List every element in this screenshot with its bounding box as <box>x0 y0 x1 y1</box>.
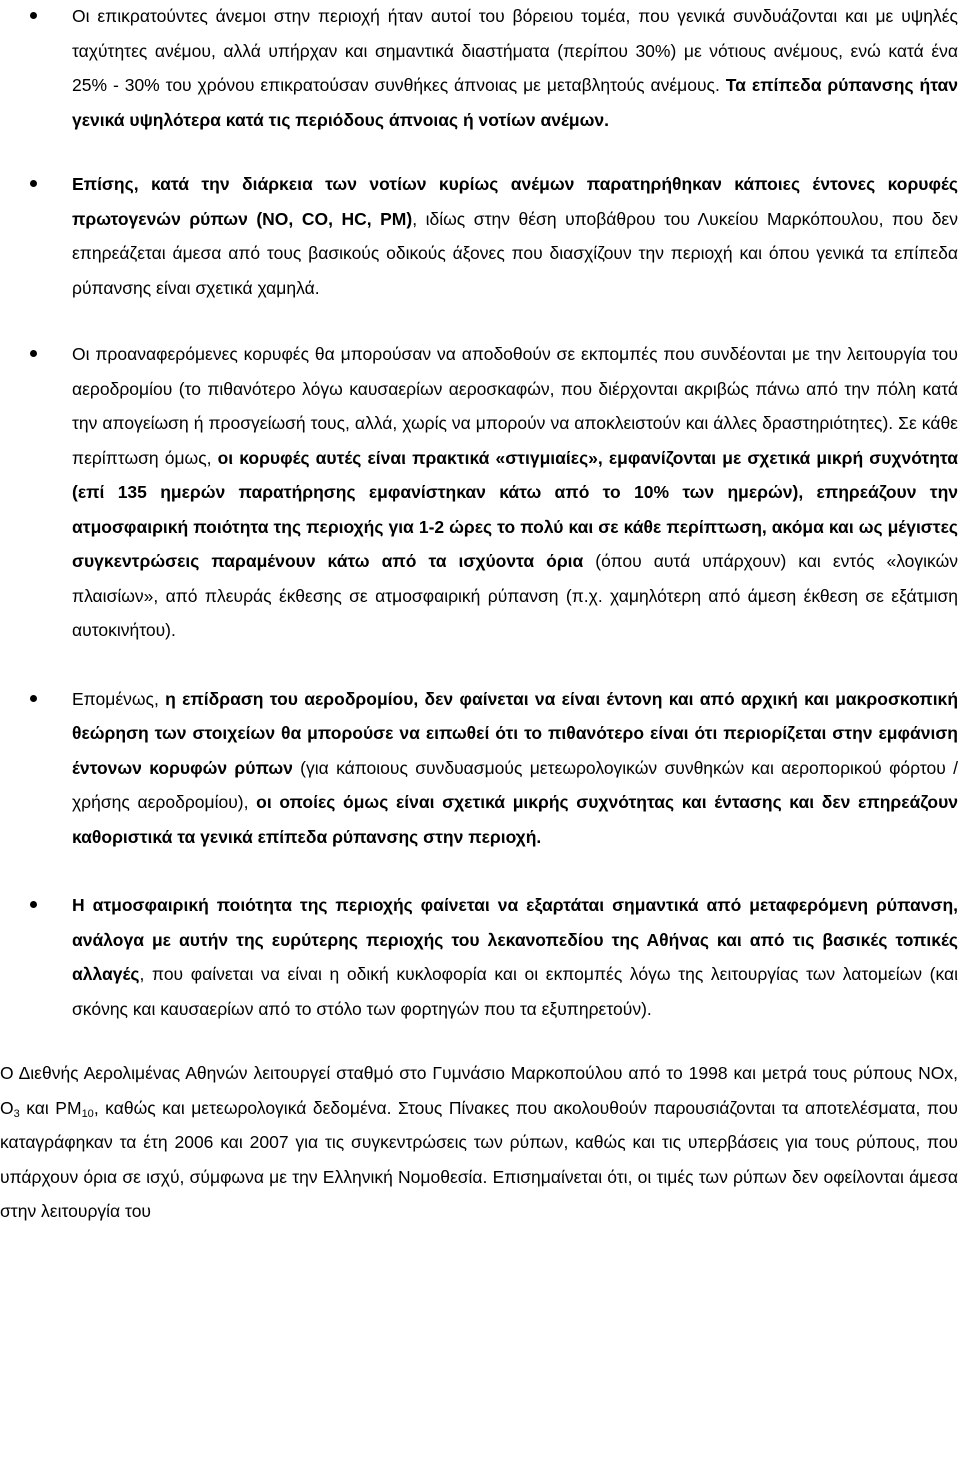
text-run-bold: Η ατμοσφαιρική ποιότητα της περιοχής φαίνεται να εξαρτάται σημαντικά από μεταφερόμενη ρύπανση, ανάλογα με αυτήν της ευρύτερης περιοχής του λεκανοπεδίου της Αθήνας και από τις βασικές τοπικές αλλαγές <box>72 895 958 984</box>
bullet-text <box>72 337 958 648</box>
text-run-bold: Τα επίπεδα ρύπανσης ήταν γενικά υψηλότερα κατά τις περιόδους άπνοιας ή νοτίων ανέμων. <box>72 75 959 130</box>
text-run: και PM <box>19 1097 82 1118</box>
closing-paragraph <box>0 1056 960 1229</box>
text-run-bold: Επίσης, κατά την διάρκεια των νοτίων κυρίως ανέμων παρατηρήθηκαν κάποιες έντονες κορυφές πρωτογενών ρύπων (NO, CO, HC, PM) <box>72 174 958 229</box>
bullet-item-airport-emissions <box>0 337 960 648</box>
text-run: Οι προαναφερόμενες κορυφές θα μπορούσαν να αποδοθούν σε εκπομπές που συνδέονται με την λειτουργία του αεροδρομίου (το πιθανότερο λόγω καυσαερίων αεροσκαφών, που διέρχονται ακριβώς πάνω από την πόλη κατά την απογείωση ή προσγείωσή τους, αλλά, χωρίς να μπορούν να αποκλειστούν και άλλες δραστηριότητες). Σε κάθε περίπτωση όμως, <box>72 344 958 468</box>
text-run-bold: οι οποίες όμως είναι σχετικά μικρής συχνότητας και έντασης και δεν επηρεάζουν καθοριστικά τα γενικά επίπεδα ρύπανσης στην περιοχή. <box>72 792 958 847</box>
text-run: (όπου αυτά υπάρχουν) και εντός «λογικών πλαισίων», από πλευράς έκθεσης σε ατμοσφαιρική ρύπανση (π.χ. χαμηλότερη από άμεση έκθεση σε εξάτμιση αυτοκινήτου). <box>72 551 958 640</box>
bullet-icon <box>30 901 37 908</box>
bullet-icon <box>30 12 37 19</box>
bullet-text <box>72 888 958 1026</box>
bullet-item-winds <box>0 0 960 137</box>
subscript: 3 <box>13 1107 20 1120</box>
bullet-item-airport-impact <box>0 682 960 855</box>
bullet-icon <box>30 180 37 187</box>
text-run: Οι επικρατούντες άνεμοι στην περιοχή ήταν αυτοί του βόρειου τομέα, που γενικά συνδυάζονται και με υψηλές ταχύτητες ανέμου, αλλά υπήρχαν και σημαντικά διαστήματα (περίπου 30%) με νότιους ανέμους, ενώ κατά ένα 25% - 30% του χρόνου επικρατούσαν συνθήκες άπνοιας με μεταβλητούς ανέμους. <box>72 6 958 95</box>
bullet-item-transported-pollution <box>0 888 960 1026</box>
bullet-icon <box>30 350 37 357</box>
text-run: Επομένως, <box>72 688 166 709</box>
text-run: (για κάποιους συνδυασμούς μετεωρολογικών συνθηκών και αεροπορικού φόρτου / χρήσης αεροδρομίου), <box>72 757 958 812</box>
bullet-text <box>72 682 958 855</box>
bullet-text <box>72 167 958 305</box>
spacer <box>0 305 960 337</box>
spacer <box>0 854 960 888</box>
subscript: 10 <box>81 1107 94 1120</box>
bullet-item-primary-peaks <box>0 167 960 305</box>
spacer <box>0 1026 960 1056</box>
spacer <box>0 137 960 167</box>
text-run: , που φαίνεται να είναι η οδική κυκλοφορία και οι εκπομπές λόγω της λειτουργίας των λατομείων (και σκόνης και καυσαερίων από το στόλο των φορτηγών που τα εξυπηρετούν). <box>72 964 958 1019</box>
text-run-bold: οι κορυφές αυτές είναι πρακτικά «στιγμιαίες», εμφανίζονται με σχετικά μικρή συχνότητα (επί 135 ημερών παρατήρησης εμφανίστηκαν κάτω από το 10% των ημερών), επηρεάζουν την ατμοσφαιρική ποιότητα της περιοχής για 1-2 ώρες το πολύ και σε κάθε περίπτωση, ακόμα και ως μέγιστες συγκεντρώσεις παραμένουν κάτω από τα ισχύοντα όρια <box>72 447 959 571</box>
bullet-text <box>72 0 958 137</box>
text-run: , καθώς και μετεωρολογικά δεδομένα. Στους Πίνακες που ακολουθούν παρουσιάζονται τα αποτελέσματα, που καταγράφηκαν τα έτη 2006 και 2007 για τις συγκεντρώσεις των ρύπων, καθώς και τις υπερβάσεις για τους ρύπους, που υπάρχουν όρια σε ισχύ, σύμφωνα με την Ελληνική Νομοθεσία. Επισημαίνεται ότι, οι τιμές των ρύπων δεν οφείλονται άμεσα στην λειτουργία του <box>0 1097 959 1221</box>
text-run: Ο Διεθνής Αερολιμένας Αθηνών λειτουργεί σταθμό στο Γυμνάσιο Μαρκοπούλου από το 1998 και μετρά τους ρύπους NOx, O <box>0 1063 958 1118</box>
spacer <box>0 648 960 682</box>
bullet-icon <box>30 695 37 702</box>
text-run-bold: η επίδραση του αεροδρομίου, δεν φαίνεται να είναι έντονη και από αρχική και μακροσκοπική θεώρηση των στοιχείων θα μπορούσε να ειπωθεί ότι το πιθανότερο είναι ότι περιορίζεται στην εμφάνιση έντονων κορυφών ρύπων <box>72 688 959 778</box>
text-run: , ιδίως στην θέση υποβάθρου του Λυκείου Μαρκόπουλου, που δεν επηρεάζεται άμεσα από τους βασικούς οδικούς άξονες που διασχίζουν την περιοχή και όπου γενικά τα επίπεδα ρύπανσης είναι σχετικά χαμηλά. <box>72 208 958 298</box>
